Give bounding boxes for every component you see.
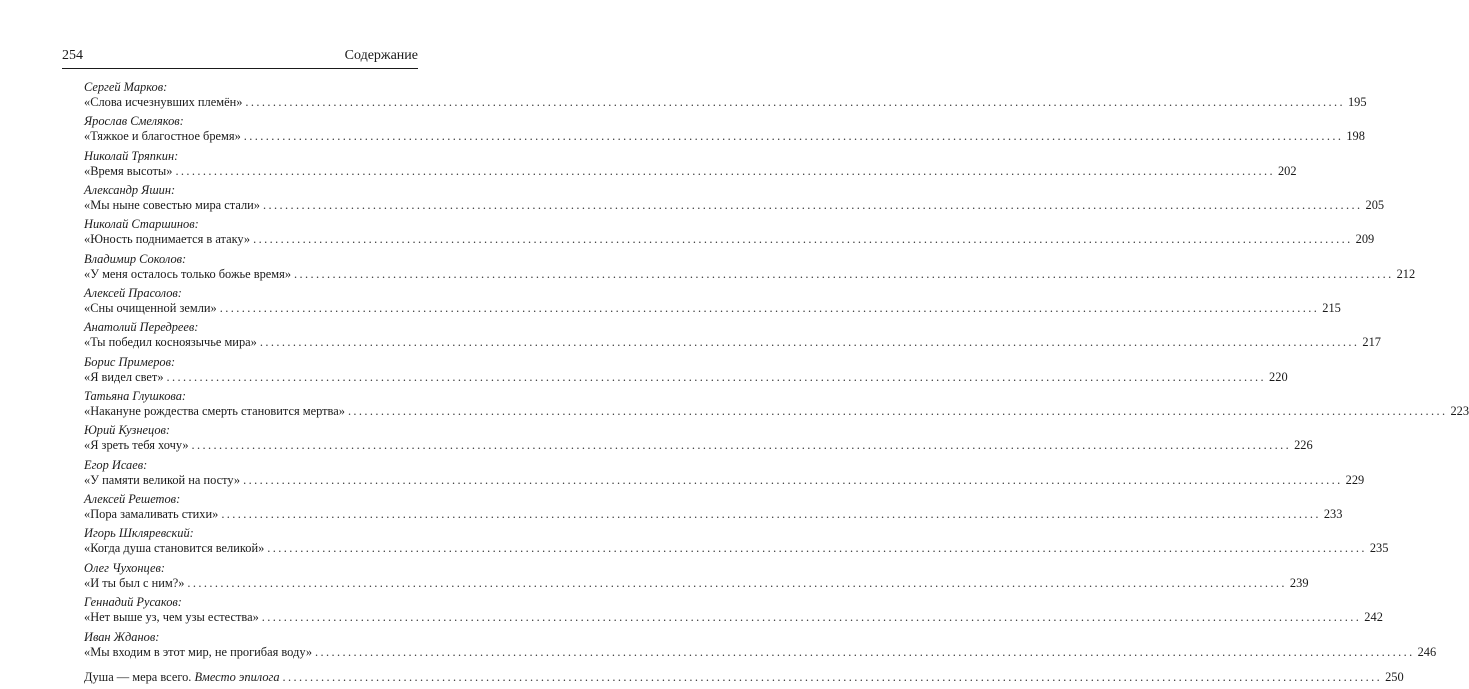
dot-leader: ........................................................................................................................................................................................................ xyxy=(243,129,1344,144)
toc-entry xyxy=(84,526,1389,556)
toc-entry-line xyxy=(84,541,1389,556)
toc-entry-page: 246 xyxy=(1417,644,1437,659)
toc-entry-line xyxy=(84,438,1313,453)
toc-entry-line xyxy=(84,266,1416,282)
toc-entry-line xyxy=(84,163,1297,179)
table-of-contents xyxy=(84,80,1469,689)
toc-entry-line xyxy=(84,507,1343,522)
toc-entry-title: «Время высоты» xyxy=(84,163,173,178)
toc-entry-page: 223 xyxy=(1450,404,1469,419)
dot-leader: ........................................................................................................................................................................................................ xyxy=(261,610,1362,625)
toc-entry xyxy=(84,183,1385,213)
toc-entry-page: 205 xyxy=(1365,198,1385,213)
toc-entry-author: Николай Старшинов: xyxy=(84,217,199,232)
toc-entry-title: «Мы ныне совестью мира стали» xyxy=(84,198,260,213)
toc-entry-line xyxy=(84,669,1404,685)
toc-entry xyxy=(84,80,1367,110)
toc-entry-author: Сергей Марков: xyxy=(84,80,168,94)
toc-entry-page: 242 xyxy=(1364,610,1383,625)
toc-entry-page: 250 xyxy=(1385,669,1404,684)
toc-entry-author: Анатолий Передреев: xyxy=(84,320,199,335)
epilogue-subtitle: Вместо эпилога xyxy=(194,669,280,684)
toc-entry xyxy=(84,251,1416,282)
header-rule xyxy=(62,68,418,69)
toc-entry xyxy=(84,217,1375,247)
toc-entry-line xyxy=(84,232,1375,247)
toc-entry-title: «И ты был с ним?» xyxy=(84,575,185,590)
toc-entry-author: Ярослав Смеляков: xyxy=(84,114,184,129)
toc-entry-author: Николай Тряпкин: xyxy=(84,148,179,163)
dot-leader: ........................................................................................................................................................................................................ xyxy=(175,163,1275,178)
toc-entry-title: «Юность поднимается в атаку» xyxy=(84,232,251,247)
dot-leader: ........................................................................................................................................................................................................ xyxy=(187,575,1287,590)
toc-entry-page: 233 xyxy=(1323,507,1343,522)
toc-entry xyxy=(84,595,1383,625)
toc-entry-line xyxy=(84,301,1341,316)
dot-leader: ........................................................................................................................................................................................................ xyxy=(166,369,1267,384)
toc-entry-title: «Ты победил косноязычье мира» xyxy=(84,335,257,350)
dot-leader: ........................................................................................................................................................................................................ xyxy=(315,644,1415,659)
toc-entry xyxy=(84,389,1469,419)
dot-leader: ........................................................................................................................................................................................................ xyxy=(282,669,1383,684)
toc-entry-line xyxy=(84,198,1385,213)
toc-entry-author: Владимир Соколов: xyxy=(84,251,187,266)
toc-entry-title: «Сны очищенной земли» xyxy=(84,301,217,316)
dot-leader: ........................................................................................................................................................................................................ xyxy=(294,266,1394,281)
toc-entry-title: «Мы входим в этот мир, не прогибая воду» xyxy=(84,644,313,659)
toc-entry-line xyxy=(84,369,1288,385)
toc-entry-page: 235 xyxy=(1369,541,1389,556)
toc-entry-title: «Нет выше уз, чем узы естества» xyxy=(84,610,259,625)
toc-entry xyxy=(84,148,1297,179)
toc-entry-page: 195 xyxy=(1347,95,1367,109)
toc-entry-title: «У меня осталось только божье время» xyxy=(84,266,292,281)
toc-entry-author: Алексей Решетов: xyxy=(84,492,181,507)
dot-leader: ........................................................................................................................................................................................................ xyxy=(245,95,1345,109)
dot-leader: ........................................................................................................................................................................................................ xyxy=(243,472,1343,487)
dot-leader: ........................................................................................................................................................................................................ xyxy=(253,232,1353,247)
toc-entry xyxy=(84,560,1309,591)
toc-entry-epilogue xyxy=(84,669,1404,685)
toc-entry-line xyxy=(84,129,1365,144)
toc-entry-title: «Пора замаливать стихи» xyxy=(84,507,219,522)
toc-entry-line xyxy=(84,404,1469,419)
dot-leader: ........................................................................................................................................................................................................ xyxy=(191,438,1292,453)
toc-entry-title: «Я зреть тебя хочу» xyxy=(84,438,189,453)
toc-entry xyxy=(84,286,1341,316)
toc-entry-page: 198 xyxy=(1346,129,1365,144)
dot-leader: ........................................................................................................................................................................................................ xyxy=(259,335,1360,350)
dot-leader: ........................................................................................................................................................................................................ xyxy=(221,507,1321,522)
toc-entry-title: «Когда душа становится великой» xyxy=(84,541,265,556)
toc-entry-title: «Тяжкое и благостное бремя» xyxy=(84,129,241,144)
toc-entry-line xyxy=(84,95,1367,110)
toc-entry-title: «Слова исчезнувших племён» xyxy=(84,95,243,109)
dot-leader: ........................................................................................................................................................................................................ xyxy=(219,301,1320,316)
toc-entry-page: 226 xyxy=(1294,438,1313,453)
toc-entry-title: «У памяти великой на посту» xyxy=(84,472,241,487)
toc-entry-author: Юрий Кузнецов: xyxy=(84,423,171,438)
toc-entry-author: Геннадий Русаков: xyxy=(84,595,182,610)
toc-entry-line xyxy=(84,575,1309,591)
toc-entry-author: Олег Чухонцев: xyxy=(84,560,166,575)
toc-entry-line xyxy=(84,610,1383,625)
toc-entry xyxy=(84,354,1288,385)
toc-entry-page: 239 xyxy=(1289,575,1309,590)
toc-entry-page: 220 xyxy=(1269,369,1288,384)
toc-entry-author: Борис Примеров: xyxy=(84,354,176,369)
toc-entry-page: 202 xyxy=(1277,163,1297,178)
toc-entry-title: «Я видел свет» xyxy=(84,369,164,384)
toc-entry xyxy=(84,320,1381,350)
running-header xyxy=(62,48,418,64)
toc-entry-author: Игорь Шкляревский: xyxy=(84,526,194,541)
toc-entry-title: Душа — мера всего. Вместо эпилога xyxy=(84,669,280,684)
toc-entry-page: 212 xyxy=(1396,266,1416,281)
dot-leader: ........................................................................................................................................................................................................ xyxy=(347,404,1448,419)
toc-entry xyxy=(84,492,1343,522)
toc-entry-title: «Накануне рождества смерть становится мертва» xyxy=(84,404,345,419)
toc-entry-author: Александр Яшин: xyxy=(84,183,176,198)
toc-entry-author: Егор Исаев: xyxy=(84,457,148,472)
toc-entry xyxy=(84,629,1437,660)
toc-entry-page: 229 xyxy=(1345,472,1365,487)
toc-entry xyxy=(84,457,1365,488)
toc-entry-line xyxy=(84,335,1381,350)
toc-entry-author: Алексей Прасолов: xyxy=(84,286,182,301)
toc-entry-page: 217 xyxy=(1362,335,1381,350)
toc-entry-page: 209 xyxy=(1355,232,1375,247)
toc-entry-author: Иван Жданов: xyxy=(84,629,160,644)
page-number: 254 xyxy=(62,48,83,63)
dot-leader: ........................................................................................................................................................................................................ xyxy=(267,541,1367,556)
toc-entry xyxy=(84,423,1313,453)
dot-leader: ........................................................................................................................................................................................................ xyxy=(262,198,1363,213)
toc-entry-author: Татьяна Глушкова: xyxy=(84,389,187,404)
toc-entry xyxy=(84,114,1365,144)
toc-entry-page: 215 xyxy=(1322,301,1341,316)
toc-entry-line xyxy=(84,472,1365,488)
section-title: Содержание xyxy=(344,48,418,63)
toc-entry-line xyxy=(84,644,1437,660)
